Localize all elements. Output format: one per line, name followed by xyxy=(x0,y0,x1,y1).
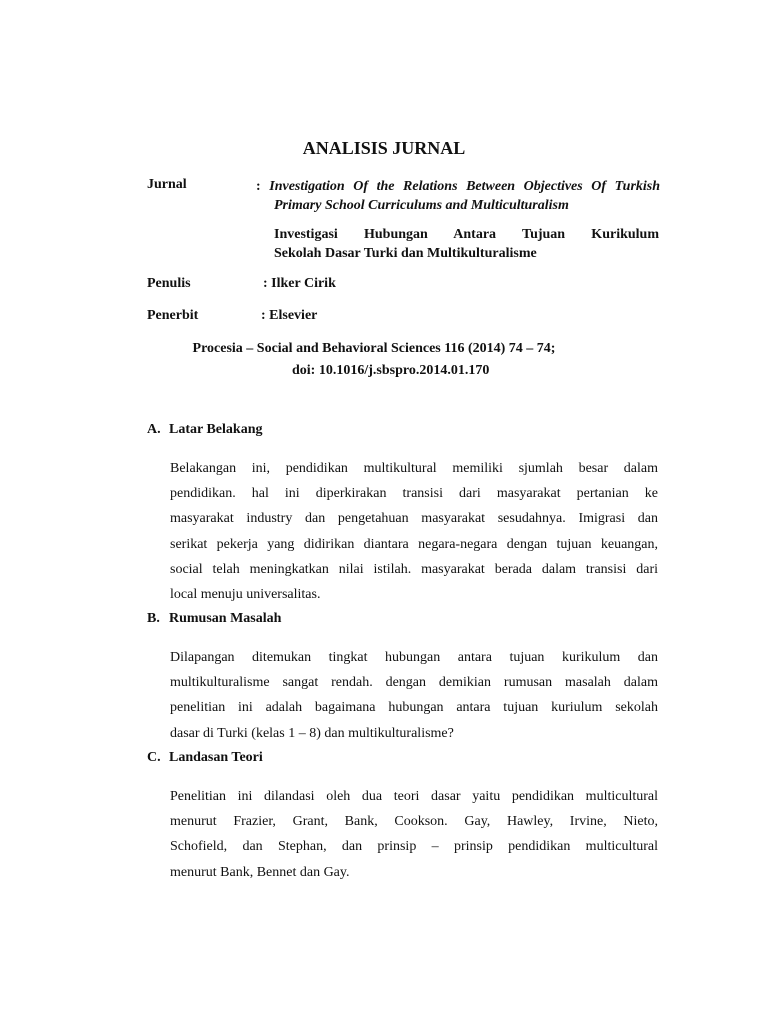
jurnal-title-english-line2: Primary School Curriculums and Multiculturalism xyxy=(274,198,569,213)
jurnal-title-english-line1-text: Investigation Of the Relations Between Objectives Of Turkish xyxy=(269,179,661,194)
section-paragraph-c xyxy=(170,784,658,885)
paragraph-line: local menuju universalitas. xyxy=(170,587,321,603)
section-heading-b xyxy=(147,611,281,627)
document-title: ANALISIS JURNAL xyxy=(302,138,466,158)
jurnal-title-indonesian-line1: Investigasi Hubungan Antara Tujuan Kurikulum xyxy=(274,227,659,242)
paragraph-line: Schofield, dan Stephan, dan prinsip – prinsip pendidikan multicultural xyxy=(170,839,658,855)
paragraph-line: pendidikan. hal ini diperkirakan transisi dari masyarakat pertanian ke xyxy=(170,486,658,502)
paragraph-line: dasar di Turki (kelas 1 – 8) dan multikulturalisme? xyxy=(170,725,454,741)
section-heading-a xyxy=(147,422,262,438)
paragraph-line: menurut Frazier, Grant, Bank, Cookson. Gay, Hawley, Irvine, Nieto, xyxy=(170,814,658,830)
section-letter: A. xyxy=(147,422,161,437)
paragraph-line: social telah meningkatkan nilai istilah. masyarakat berada dalam transisi dari xyxy=(170,561,658,577)
penerbit-value: : Elsevier xyxy=(261,308,318,323)
paragraph-line: multikulturalisme sangat rendah. dengan demikian rumusan masalah dalam xyxy=(170,675,658,691)
jurnal-title-indonesian-line2: Sekolah Dasar Turki dan Multikulturalisme xyxy=(274,246,537,261)
paragraph-line: penelitian ini adalah bagaimana hubungan antara tujuan kuriulum sekolah xyxy=(170,700,658,716)
jurnal-title-english xyxy=(256,177,660,215)
section-heading-c xyxy=(147,750,263,766)
jurnal-colon: : xyxy=(256,179,261,194)
jurnal-title-english-line1 xyxy=(256,177,660,196)
paragraph-line: Belakangan ini, pendidikan multikultural memiliki sjumlah besar dalam xyxy=(170,461,658,476)
section-letter: B. xyxy=(147,611,160,626)
doi-line: doi: 10.1016/j.sbspro.2014.01.170 xyxy=(292,363,490,378)
section-paragraph-a xyxy=(170,456,658,607)
section-heading-text: Rumusan Masalah xyxy=(169,611,282,626)
section-heading-text: Latar Belakang xyxy=(169,422,263,437)
paragraph-line: menurut Bank, Bennet dan Gay. xyxy=(170,864,350,880)
section-paragraph-b xyxy=(170,645,658,746)
paragraph-line: Penelitian ini dilandasi oleh dua teori dasar yaitu pendidikan multicultural xyxy=(170,789,658,804)
section-letter: C. xyxy=(147,750,161,765)
jurnal-title-indonesian xyxy=(274,225,659,263)
paragraph-line: masyarakat industry dan pengetahuan masyarakat sesudahnya. Imigrasi dan xyxy=(170,511,658,527)
paragraph-line: serikat pekerja yang didirikan diantara negara-negara dengan tujuan keuangan, xyxy=(170,536,658,552)
section-heading-text: Landasan Teori xyxy=(169,750,263,765)
jurnal-label: Jurnal xyxy=(147,177,187,192)
paragraph-line: Dilapangan ditemukan tingkat hubungan antara tujuan kurikulum dan xyxy=(170,650,658,665)
penerbit-label: Penerbit xyxy=(147,308,199,323)
penulis-label: Penulis xyxy=(147,276,191,291)
publication-line: Procesia – Social and Behavioral Sciences 116 (2014) 74 – 74; xyxy=(192,341,556,356)
penulis-value: : Ilker Cirik xyxy=(263,276,336,291)
